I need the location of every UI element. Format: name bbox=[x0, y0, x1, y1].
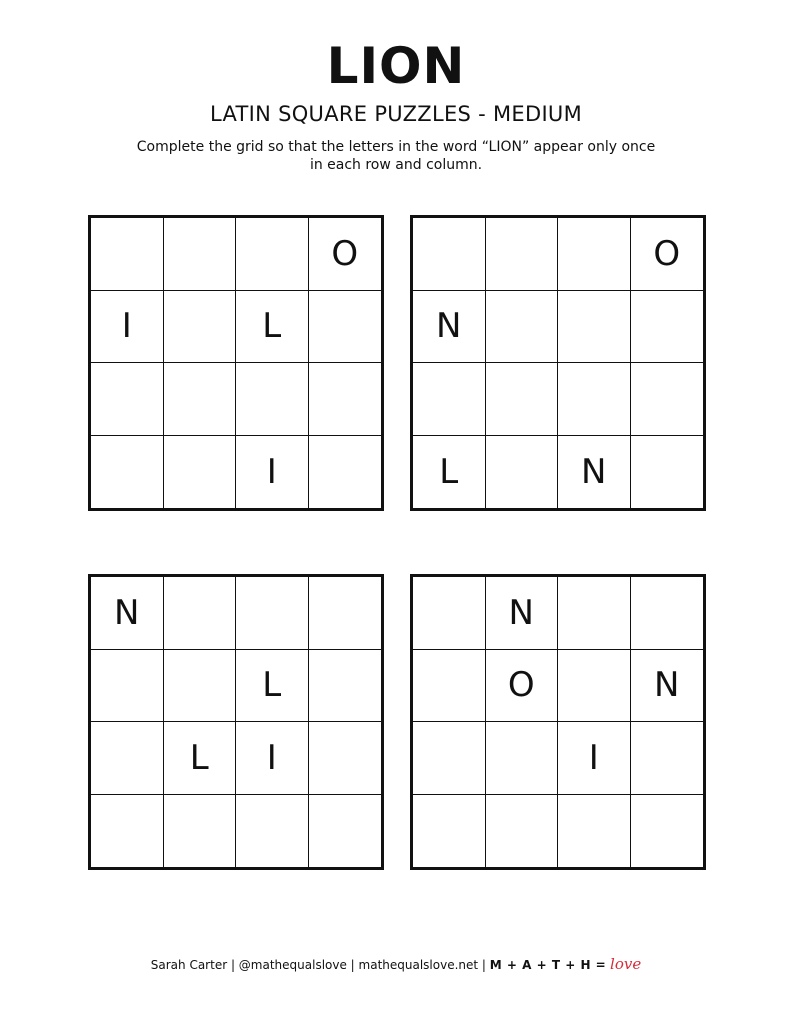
puzzle-grid-2 bbox=[410, 215, 706, 511]
grid-cell bbox=[164, 218, 237, 291]
grid-cell bbox=[164, 291, 237, 364]
instructions bbox=[96, 138, 696, 174]
grid-cell bbox=[558, 218, 631, 291]
grid-cell bbox=[91, 363, 164, 436]
grid-cell bbox=[413, 650, 486, 723]
grid-cell: O bbox=[631, 218, 704, 291]
grid-cell bbox=[309, 722, 382, 795]
grid-cell bbox=[91, 650, 164, 723]
grid-cell bbox=[236, 795, 309, 868]
grid-cell bbox=[558, 795, 631, 868]
grid-cell: N bbox=[558, 436, 631, 509]
instructions-line-1: Complete the grid so that the letters in the word “LION” appear only once bbox=[136, 139, 656, 155]
grid-cell bbox=[309, 650, 382, 723]
grid-cell bbox=[309, 577, 382, 650]
grid-cell bbox=[486, 722, 559, 795]
grid-cell bbox=[413, 363, 486, 436]
grid-cell: I bbox=[91, 291, 164, 364]
grid-cell bbox=[164, 795, 237, 868]
grid-cell bbox=[631, 291, 704, 364]
grid-cell: N bbox=[486, 577, 559, 650]
grid-cell bbox=[631, 363, 704, 436]
grid-cell bbox=[309, 436, 382, 509]
grid-cell bbox=[309, 363, 382, 436]
grid-cell: O bbox=[309, 218, 382, 291]
grid-cell bbox=[236, 577, 309, 650]
grid-cell bbox=[413, 577, 486, 650]
grid-cell bbox=[486, 436, 559, 509]
grid-cell: I bbox=[558, 722, 631, 795]
grid-cell: N bbox=[413, 291, 486, 364]
brand-math: M + A + T + H = bbox=[489, 958, 607, 972]
grid-cell: L bbox=[236, 291, 309, 364]
grid-cell bbox=[631, 436, 704, 509]
page-title: LION bbox=[326, 37, 466, 95]
grid-cell: O bbox=[486, 650, 559, 723]
grid-cell: L bbox=[236, 650, 309, 723]
grid-cell bbox=[631, 795, 704, 868]
grid-cell bbox=[413, 722, 486, 795]
grid-cell: N bbox=[631, 650, 704, 723]
grid-cell bbox=[486, 218, 559, 291]
grid-cell bbox=[91, 795, 164, 868]
grid-cell bbox=[631, 722, 704, 795]
brand-love-logo: love bbox=[610, 955, 642, 973]
grid-cell bbox=[413, 218, 486, 291]
grid-cell bbox=[91, 436, 164, 509]
grid-cell: I bbox=[236, 436, 309, 509]
puzzle-grid-1 bbox=[88, 215, 384, 511]
puzzle-grid-3 bbox=[88, 574, 384, 870]
footer-credits: Sarah Carter | @mathequalslove | mathequalslove.net | bbox=[150, 958, 486, 972]
grid-cell bbox=[164, 436, 237, 509]
grid-cell bbox=[236, 218, 309, 291]
grid-cell bbox=[413, 795, 486, 868]
grid-cell bbox=[486, 795, 559, 868]
grid-cell bbox=[631, 577, 704, 650]
grid-cell bbox=[164, 577, 237, 650]
grid-cell: I bbox=[236, 722, 309, 795]
grid-cell bbox=[164, 363, 237, 436]
grid-cell: L bbox=[164, 722, 237, 795]
grid-cell bbox=[558, 363, 631, 436]
grid-cell bbox=[558, 291, 631, 364]
puzzle-grid-4 bbox=[410, 574, 706, 870]
grid-cell bbox=[164, 650, 237, 723]
grid-cell: L bbox=[413, 436, 486, 509]
grid-cell bbox=[309, 795, 382, 868]
footer bbox=[0, 956, 792, 973]
grid-cell bbox=[309, 291, 382, 364]
page-subtitle: LATIN SQUARE PUZZLES - MEDIUM bbox=[209, 102, 583, 126]
grid-cell bbox=[486, 363, 559, 436]
instructions-line-2: in each row and column. bbox=[309, 157, 483, 173]
grid-cell bbox=[486, 291, 559, 364]
grid-cell bbox=[236, 363, 309, 436]
grid-cell bbox=[558, 650, 631, 723]
grid-cell: N bbox=[91, 577, 164, 650]
grid-cell bbox=[91, 218, 164, 291]
grid-cell bbox=[91, 722, 164, 795]
grid-cell bbox=[558, 577, 631, 650]
